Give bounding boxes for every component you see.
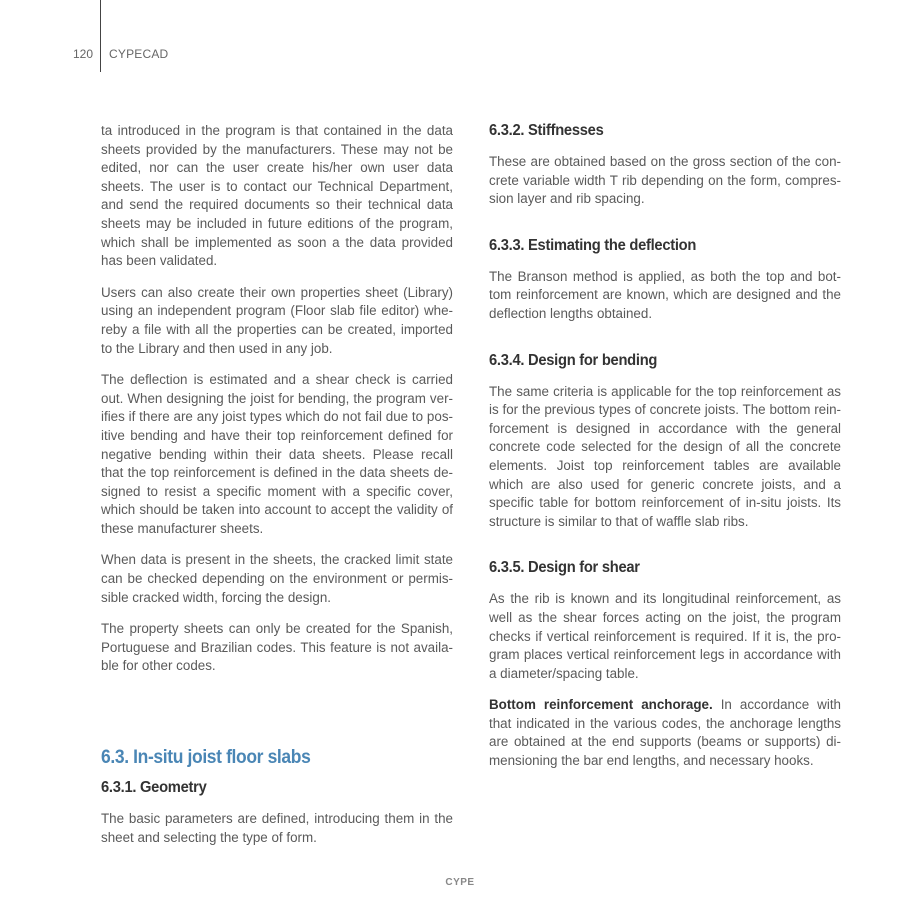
spacer	[489, 337, 841, 352]
footer-brand: CYPE	[445, 877, 475, 888]
paragraph: The same criteria is applicable for the top reinforcement as is for the previous types of concrete joists. The bottom reinforcement is designed in accordance with the general concrete code selected for the design of all the concrete elements. Joist top reinforcement tables are available which are also used for generic concrete joists, and a specific table for bottom reinforcement of in-situ joists. Its structure is similar to that of waffle slab ribs.	[489, 383, 841, 529]
left-column	[101, 122, 453, 860]
paragraph: The property sheets can only be created for the Spanish, Portuguese and Brazilian codes. This feature is not available for other codes.	[101, 621, 453, 674]
paragraph: As the rib is known and its longitudinal reinforcement, as well as the shear forces acting on the joist, the program checks if vertical reinforcement is required. If it is, the program places vertical reinforcement legs in accordance with a diameter/spacing table.	[489, 591, 841, 681]
subsection-heading: 6.3.5. Design for shear	[489, 559, 640, 577]
paragraph: Users can also create their own properties sheet (Library) using an independent program (Floor slab file editor) whereby a file with all the properties can be created, imported to the Library and then used in any job.	[101, 284, 453, 356]
right-column	[489, 122, 841, 784]
page-number: 120	[73, 47, 94, 61]
anchorage-lead: Bottom reinforcement anchorage.	[489, 697, 713, 713]
subsection-heading: 6.3.2. Stiffnesses	[489, 122, 604, 139]
anchorage-paragraph	[489, 696, 841, 770]
subsection-heading: 6.3.3. Estimating the deflection	[489, 236, 697, 254]
header-divider	[100, 0, 101, 72]
anchorage-text: In accordance with that indicated in the various codes, the anchorage lengths are obtained at the end supports (beams or supports) dimensioning the bar end lengths, and necessary hooks.	[489, 697, 841, 769]
section-heading: 6.3. In-situ joist floor slabs	[101, 747, 311, 769]
paragraph: The basic parameters are defined, introducing them in the sheet and selecting the type of form.	[101, 811, 453, 845]
paragraph: The deflection is estimated and a shear check is carried out. When designing the joist for bending, the program verifies if there are any joist types which do not fail due to positive bending and have their top reinforcement defined for negative bending within their data sheets. Please recall that the top reinforcement is defined in the data sheets designed to resist a specific moment with a specific cover, which should be taken into account to accept the validity of these manufacturer sheets.	[101, 372, 453, 536]
running-title: CYPECAD	[109, 47, 169, 61]
spacer	[489, 544, 841, 559]
paragraph: These are obtained based on the gross section of the concrete variable width T rib depending on the form, compression layer and rib spacing.	[489, 154, 841, 207]
spacer	[101, 689, 453, 747]
paragraph: ta introduced in the program is that contained in the data sheets provided by the manufacturers. These may not be edited, nor can the user create his/her own user data sheets. The user is to contact our Technical Department, and send the required documents so their technical data sheets may be included in future editions of the program, which shall be implemented as soon a the data provided has been validated.	[101, 123, 453, 269]
paragraph: The Branson method is applied, as both the top and bottom reinforcement are known, which are designed and the deflection lengths obtained.	[489, 268, 841, 321]
paragraph: When data is present in the sheets, the cracked limit state can be checked depending on the environment or permissible cracked width, forcing the design.	[101, 552, 453, 605]
spacer	[489, 222, 841, 237]
subsection-heading: 6.3.1. Geometry	[101, 779, 207, 797]
subsection-heading: 6.3.4. Design for bending	[489, 351, 658, 369]
